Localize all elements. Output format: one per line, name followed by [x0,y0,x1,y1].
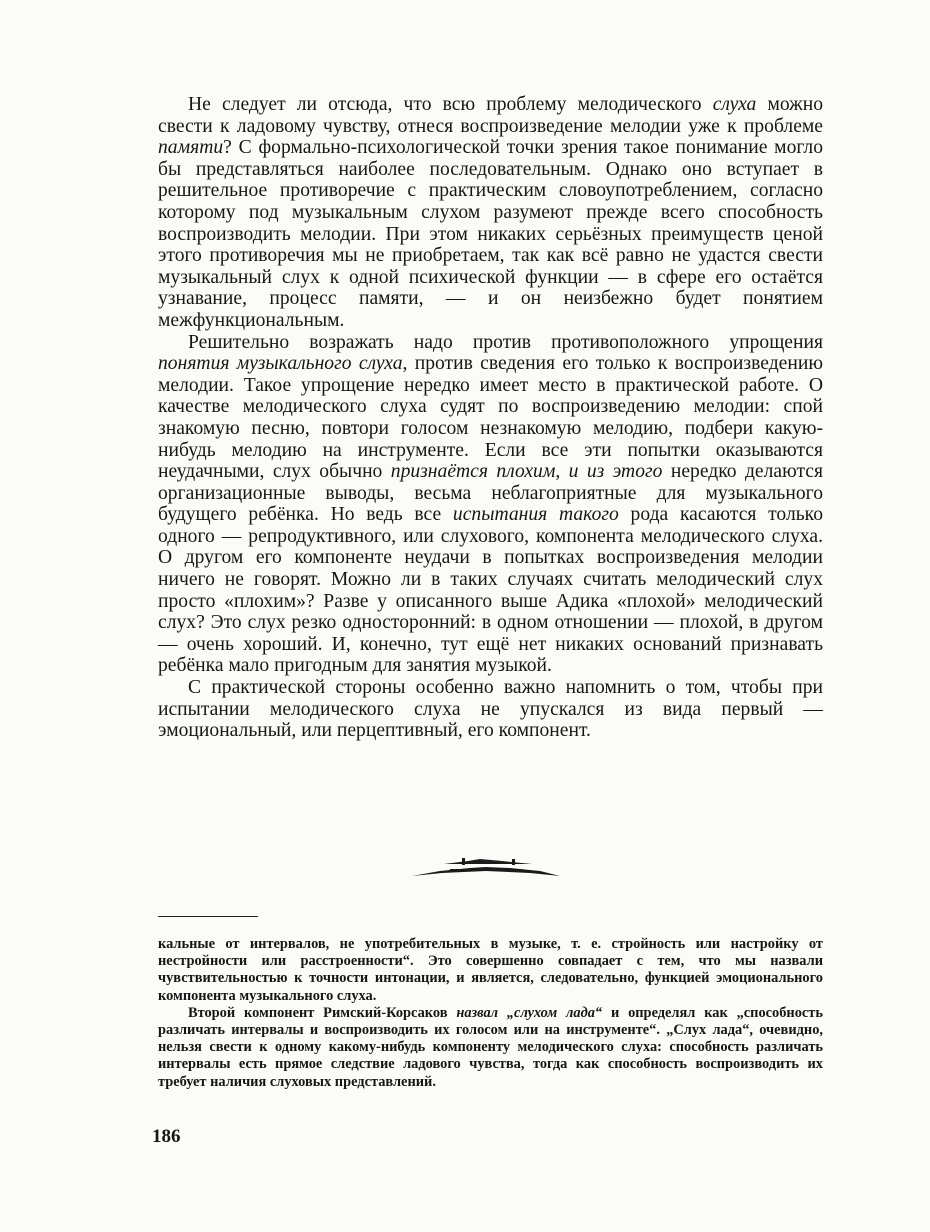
paragraph-1: Не следует ли отсюда, что всю проблему мелодического слуха можно свести к ладовому чувству, отнеся воспроизведение мелодии уже к проблеме памяти? С формально-психологической точки зрения такое понимание могло бы представляться наиболее последовательным. Однако оно вступает в решительное противоречие с практическим словоупотреблением, согласно которому под музыкальным слухом разумеют прежде всего способность воспроизводить мелодии. При этом никаких серьёзных преимуществ ценой этого противоречия мы не приобретаем, так как всё равно не удастся свести музыкальный слух к одной психической функции — в сфере его остаётся узнавание, процесс памяти, — и он неизбежно будет понятием межфункциональным. [158,94,823,331]
main-text [158,94,823,742]
section-ornament-icon [410,854,562,880]
paragraph-3: С практической стороны особенно важно напомнить о том, чтобы при испытании мелодического слуха не упускался из вида первый — эмоциональный, или перцептивный, его компонент. [158,677,823,742]
paragraph-2: Решительно возражать надо против противоположного упрощения понятия музыкального слуха, против сведения его только к воспроизведению мелодии. Такое упрощение нередко имеет место в практической работе. О качестве мелодического слуха судят по воспроизведению мелодии: спой знакомую песню, повтори голосом незнакомую мелодию, подбери какую-нибудь мелодию на инструменте. Если все эти попытки оказываются неудачными, слух обычно признаётся плохим, и из этого нередко делаются организационные выводы, весьма неблагоприятные для музыкального будущего ребёнка. Но ведь все испытания такого рода касаются только одного — репродуктивного, или слухового, компонента мелодического слуха. О другом его компоненте неудачи в попытках воспроизведения мелодии ничего не говорят. Можно ли в таких случаях считать мелодический слух просто «плохим»? Разве у описанного выше Адика «плохой» мелодический слух? Это слух резко односторонний: в одном отношении — плохой, в другом — очень хороший. И, конечно, тут ещё нет никаких оснований признавать ребёнка мало пригодным для занятия музыкой. [158,331,823,677]
footnote [158,936,823,1091]
footnote-paragraph-2: Второй компонент Римский-Корсаков назвал „слухом лада“ и определял как „способность различать интервалы и воспроизводить их голосом или на инструменте“. „Слух лада“, очевидно, нельзя свести к одному какому-нибудь компоненту мелодического слуха: способность различать интервалы есть прямое следствие ладового чувства, тогда как способность воспроизводить их требует наличия слуховых представлений. [158,1004,823,1090]
footnote-rule [158,916,258,917]
page-number: 186 [152,1126,181,1147]
footnote-paragraph-1: кальные от интервалов, не употребительных в музыке, т. е. стройность или настройку от нестройности или расстроенности“. Это совершенно совпадает с тем, что мы назвали чувствительностью к точности интонации, и является, следовательно, функцией эмоционального компонента музыкального слуха. [158,936,823,1004]
